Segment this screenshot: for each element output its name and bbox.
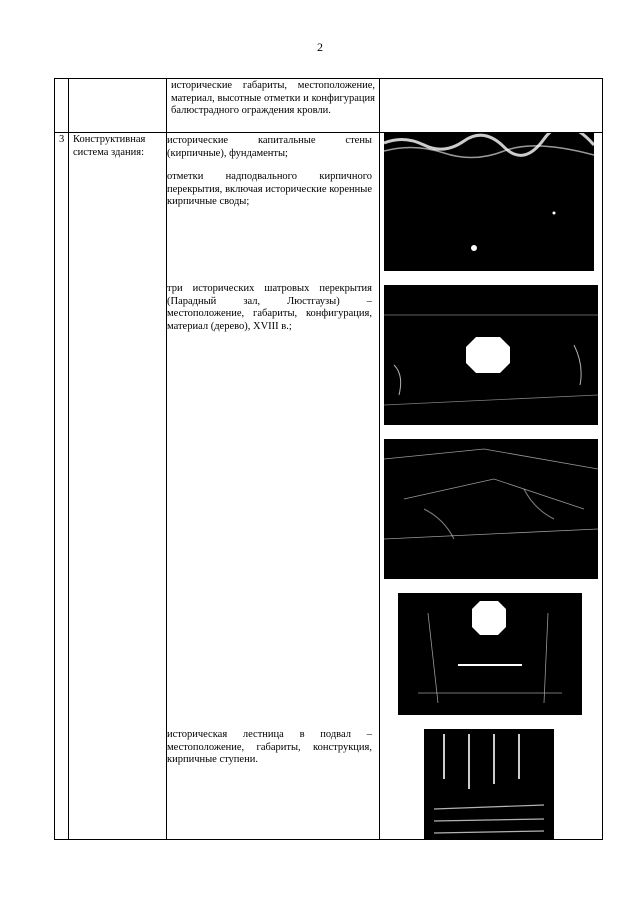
heritage-table — [54, 78, 603, 840]
table-row — [55, 79, 603, 133]
item-tent-ceilings: три исторических шатровых перекрытия (Парадный зал, Люстгаузы) – местоположение, габариты, конфигурация, материал (дерево), XVIII в.; — [167, 283, 372, 332]
table-row — [55, 133, 603, 840]
item-walls: исторические капитальные стены (кирпичные), фундаменты; — [167, 135, 372, 159]
hall-ceiling-photo — [398, 593, 582, 715]
item-floor-marks: отметки надподвального кирпичного перекрытия, включая исторические коренные кирпичные своды; — [167, 171, 372, 207]
ceiling-photo — [384, 285, 598, 425]
description-cell — [167, 133, 380, 840]
roof-structure-photo — [384, 439, 598, 579]
description-cell — [167, 79, 380, 133]
title-cell — [69, 79, 167, 133]
vault-photo — [384, 133, 594, 271]
item-basement-stair: историческая лестница в подвал – местоположение, габариты, конструкция, кирпичные ступени. — [167, 729, 372, 765]
basement-stair-photo — [424, 729, 554, 839]
photo-cell — [380, 133, 603, 840]
page-number: 2 — [317, 40, 323, 54]
number-cell — [55, 79, 69, 133]
row-title: Конструктивная система здания: — [69, 133, 167, 840]
photo-cell — [380, 79, 603, 133]
row-number: 3 — [55, 133, 69, 840]
continued-text: исторические габариты, местоположение, материал, высотные отметки и конфигурация балюстрадного ограждения кровли. — [171, 80, 375, 116]
